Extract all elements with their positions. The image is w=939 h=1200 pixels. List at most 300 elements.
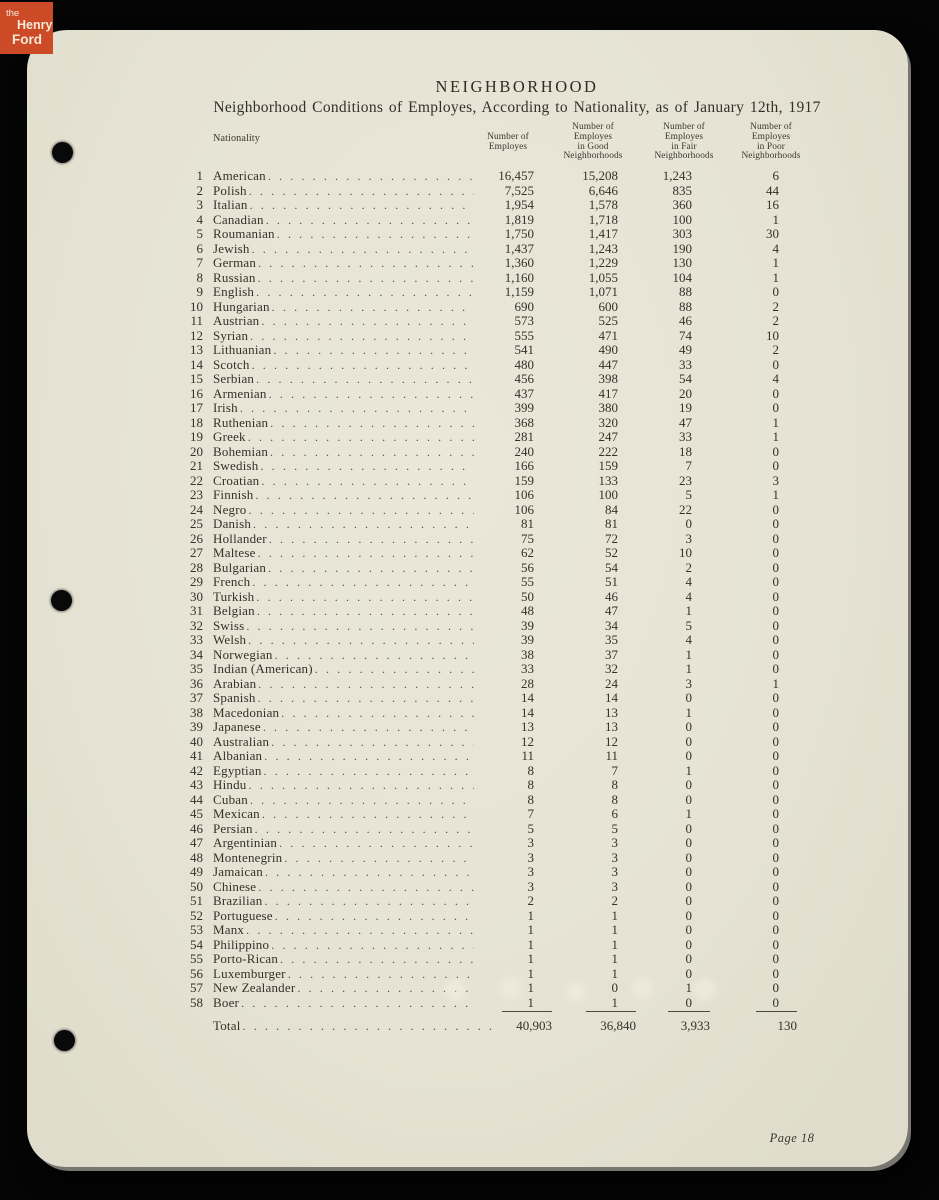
nationality-name: Manx xyxy=(213,922,245,937)
poor-neighborhood-count: 10 xyxy=(766,327,779,343)
good-neighborhood-count: 8 xyxy=(611,791,618,807)
nationality-name: Luxemburger xyxy=(213,965,286,981)
page-subtitle: Neighborhood Conditions of Employes, According to Nationality, as of January 12th, 1917 xyxy=(213,99,821,116)
employes-count: 1,954 xyxy=(504,197,534,212)
table-row xyxy=(177,459,797,474)
employes-count: 106 xyxy=(514,487,534,502)
fair-neighborhood-count: 74 xyxy=(679,327,692,343)
nationality-name: Bohemian xyxy=(213,443,269,459)
dot-leader xyxy=(264,213,474,228)
dot-leader xyxy=(271,343,474,358)
good-neighborhood-count: 7 xyxy=(611,762,618,778)
good-neighborhood-count: 133 xyxy=(598,472,618,488)
employes-count: 11 xyxy=(521,748,534,763)
row-number: 41 xyxy=(190,748,203,763)
row-number: 29 xyxy=(190,574,203,589)
employes-count: 281 xyxy=(514,429,534,444)
nationality-name: Hollander xyxy=(213,530,267,546)
row-number: 16 xyxy=(190,385,203,401)
fair-neighborhood-count: 0 xyxy=(685,951,692,966)
good-neighborhood-count: 46 xyxy=(605,588,618,604)
good-neighborhood-count: 417 xyxy=(598,385,618,401)
nationality-name: Norwegian xyxy=(213,646,273,662)
row-number: 52 xyxy=(190,907,203,923)
nationality-name: Croatian xyxy=(213,472,260,488)
table-row xyxy=(177,793,797,808)
poor-neighborhood-count: 2 xyxy=(772,313,779,328)
row-number: 44 xyxy=(190,791,203,807)
poor-neighborhood-count: 16 xyxy=(766,197,779,212)
row-number: 17 xyxy=(190,400,203,415)
dot-leader xyxy=(246,633,474,648)
fair-neighborhood-count: 360 xyxy=(672,197,692,212)
poor-neighborhood-count: 1 xyxy=(772,255,779,270)
poor-neighborhood-count: 1 xyxy=(772,269,779,285)
employes-count: 81 xyxy=(521,516,534,531)
poor-neighborhood-count: 0 xyxy=(772,936,779,952)
nationality-name: Arabian xyxy=(213,675,257,691)
fair-neighborhood-count: 104 xyxy=(672,269,692,285)
poor-neighborhood-count: 1 xyxy=(772,414,779,430)
logo-text-the: the xyxy=(6,8,20,19)
employes-count: 573 xyxy=(514,313,534,328)
row-number: 36 xyxy=(190,675,203,691)
poor-neighborhood-count: 2 xyxy=(772,342,779,357)
row-number: 19 xyxy=(190,429,203,444)
good-neighborhood-count: 8 xyxy=(611,777,618,792)
good-neighborhood-count: 2 xyxy=(611,893,618,908)
total-good: 36,840 xyxy=(600,1018,636,1033)
row-number: 30 xyxy=(190,588,203,604)
good-neighborhood-count: 11 xyxy=(605,748,618,763)
employes-count: 368 xyxy=(514,414,534,430)
poor-neighborhood-count: 0 xyxy=(772,661,779,676)
table-row xyxy=(177,938,797,953)
good-neighborhood-count: 35 xyxy=(605,632,618,647)
employes-count: 38 xyxy=(521,646,534,662)
nationality-name: Italian xyxy=(213,197,248,212)
good-neighborhood-count: 222 xyxy=(598,443,618,459)
table-row xyxy=(177,198,797,213)
table-row xyxy=(177,981,797,996)
nationality-name: Cuban xyxy=(213,791,248,807)
fair-neighborhood-count: 0 xyxy=(685,820,692,836)
fair-neighborhood-count: 0 xyxy=(685,864,692,879)
dot-leader xyxy=(266,169,474,184)
fair-neighborhood-count: 0 xyxy=(685,748,692,763)
dot-leader xyxy=(244,923,474,938)
row-number: 42 xyxy=(190,762,203,778)
dot-leader xyxy=(259,474,474,489)
table-row xyxy=(177,735,797,750)
good-neighborhood-count: 525 xyxy=(598,313,618,328)
col-header-fair-neighborhoods: Number of Employes in Fair Neighborhoods xyxy=(654,122,714,162)
poor-neighborhood-count: 0 xyxy=(772,530,779,546)
dot-leader xyxy=(248,329,474,344)
table-row xyxy=(177,329,797,344)
dot-leader xyxy=(246,430,474,445)
fair-neighborhood-count: 0 xyxy=(685,516,692,531)
employes-count: 399 xyxy=(514,400,534,415)
row-number: 28 xyxy=(190,559,203,575)
employes-count: 7,525 xyxy=(504,182,534,198)
table-row xyxy=(177,967,797,982)
row-number: 57 xyxy=(190,980,203,995)
fair-neighborhood-count: 0 xyxy=(685,835,692,850)
poor-neighborhood-count: 0 xyxy=(772,632,779,647)
row-number: 11 xyxy=(190,313,203,328)
table-row xyxy=(177,488,797,503)
dot-leader xyxy=(248,198,474,213)
nationality-name: Jewish xyxy=(213,240,250,256)
row-number: 6 xyxy=(196,240,203,256)
fair-neighborhood-count: 0 xyxy=(685,733,692,749)
poor-neighborhood-count: 0 xyxy=(772,458,779,473)
dot-leader xyxy=(254,285,474,300)
nationality-name: Scotch xyxy=(213,356,250,372)
table-row xyxy=(177,764,797,779)
poor-neighborhood-count: 0 xyxy=(772,385,779,401)
total-rules xyxy=(177,1011,815,1017)
nationality-name: Boer xyxy=(213,994,240,1010)
poor-neighborhood-count: 0 xyxy=(772,864,779,879)
nationality-name: Roumanian xyxy=(213,226,275,241)
employes-count: 3 xyxy=(527,878,534,894)
dot-leader xyxy=(286,967,474,982)
henry-ford-logo xyxy=(0,2,53,54)
employes-count: 3 xyxy=(527,864,534,879)
dot-leader xyxy=(247,778,475,793)
nationality-name: French xyxy=(213,574,251,589)
total-rule-employes xyxy=(502,1011,552,1012)
good-neighborhood-count: 6 xyxy=(611,806,618,821)
good-neighborhood-count: 1,718 xyxy=(588,211,618,227)
total-poor: 130 xyxy=(777,1018,797,1033)
nationality-name: Porto-Rican xyxy=(213,951,279,966)
table-row xyxy=(177,633,797,648)
good-neighborhood-count: 12 xyxy=(605,733,618,749)
dot-leader xyxy=(278,952,474,967)
nationality-name: New Zealander xyxy=(213,980,296,995)
fair-neighborhood-count: 4 xyxy=(685,574,692,589)
nationality-name: Mexican xyxy=(213,806,260,821)
row-number: 47 xyxy=(190,835,203,850)
good-neighborhood-count: 1 xyxy=(611,907,618,923)
table-row xyxy=(177,546,797,561)
dot-leader xyxy=(250,242,474,257)
total-rule-fair xyxy=(668,1011,710,1012)
dot-leader xyxy=(275,227,474,242)
row-number: 51 xyxy=(190,893,203,908)
good-neighborhood-count: 81 xyxy=(605,516,618,531)
fair-neighborhood-count: 18 xyxy=(679,443,692,459)
nationality-name: Philippino xyxy=(213,936,270,952)
nationality-name: Greek xyxy=(213,429,246,444)
poor-neighborhood-count: 1 xyxy=(772,487,779,502)
fair-neighborhood-count: 1 xyxy=(685,661,692,676)
table-row xyxy=(177,430,797,445)
table-row xyxy=(177,778,797,793)
nationality-name: Brazilian xyxy=(213,893,263,908)
poor-neighborhood-count: 0 xyxy=(772,719,779,734)
good-neighborhood-count: 1 xyxy=(611,922,618,937)
table-row xyxy=(177,880,797,895)
poor-neighborhood-count: 30 xyxy=(766,226,779,241)
table-body xyxy=(177,169,797,1010)
nationality-name: Ruthenian xyxy=(213,414,269,430)
row-number: 39 xyxy=(190,719,203,734)
poor-neighborhood-count: 1 xyxy=(772,675,779,691)
dot-leader xyxy=(256,677,474,692)
employes-count: 14 xyxy=(521,704,534,720)
row-number: 45 xyxy=(190,806,203,821)
nationality-name: Hindu xyxy=(213,777,247,792)
row-number: 23 xyxy=(190,487,203,502)
employes-count: 1 xyxy=(527,994,534,1010)
good-neighborhood-count: 34 xyxy=(605,617,618,633)
fair-neighborhood-count: 3 xyxy=(685,530,692,546)
table-row xyxy=(177,517,797,532)
employes-count: 437 xyxy=(514,385,534,401)
good-neighborhood-count: 3 xyxy=(611,849,618,865)
fair-neighborhood-count: 1 xyxy=(685,980,692,995)
row-number: 20 xyxy=(190,443,203,459)
employes-count: 8 xyxy=(527,791,534,807)
employes-count: 106 xyxy=(514,501,534,517)
good-neighborhood-count: 159 xyxy=(598,458,618,473)
poor-neighborhood-count: 0 xyxy=(772,806,779,821)
dot-leader xyxy=(250,358,474,373)
good-neighborhood-count: 72 xyxy=(605,530,618,546)
poor-neighborhood-count: 4 xyxy=(772,371,779,386)
dot-leader xyxy=(247,503,475,518)
fair-neighborhood-count: 0 xyxy=(685,878,692,894)
employes-count: 50 xyxy=(521,588,534,604)
table-row xyxy=(177,561,797,576)
fair-neighborhood-count: 0 xyxy=(685,907,692,923)
nationality-name: Montenegrin xyxy=(213,849,283,865)
table-row xyxy=(177,923,797,938)
employes-count: 1 xyxy=(527,951,534,966)
fair-neighborhood-count: 49 xyxy=(679,342,692,357)
good-neighborhood-count: 13 xyxy=(605,719,618,734)
poor-neighborhood-count: 0 xyxy=(772,646,779,662)
nationality-name: Polish xyxy=(213,182,247,198)
page-title: NEIGHBORHOOD xyxy=(435,77,599,96)
good-neighborhood-count: 3 xyxy=(611,878,618,894)
table-row xyxy=(177,836,797,851)
table-row xyxy=(177,996,797,1011)
fair-neighborhood-count: 88 xyxy=(679,284,692,299)
table-row xyxy=(177,604,797,619)
good-neighborhood-count: 14 xyxy=(605,690,618,705)
table-row xyxy=(177,575,797,590)
table-row xyxy=(177,358,797,373)
employes-count: 690 xyxy=(514,298,534,314)
fair-neighborhood-count: 0 xyxy=(685,791,692,807)
fair-neighborhood-count: 0 xyxy=(685,922,692,937)
row-number: 53 xyxy=(190,922,203,937)
good-neighborhood-count: 15,208 xyxy=(582,168,618,183)
nationality-name: Macedonian xyxy=(213,704,280,720)
table-row xyxy=(177,590,797,605)
fair-neighborhood-count: 0 xyxy=(685,690,692,705)
table-row xyxy=(177,720,797,735)
good-neighborhood-count: 24 xyxy=(605,675,618,691)
row-number: 7 xyxy=(196,255,203,270)
employes-count: 3 xyxy=(527,835,534,850)
employes-count: 28 xyxy=(521,675,534,691)
employes-count: 541 xyxy=(514,342,534,357)
document-page xyxy=(27,30,908,1167)
dot-leader xyxy=(313,662,474,677)
dot-leader xyxy=(256,271,474,286)
dot-leader xyxy=(267,532,474,547)
dot-leader xyxy=(244,619,474,634)
table-row xyxy=(177,416,797,431)
fair-neighborhood-count: 100 xyxy=(672,211,692,227)
poor-neighborhood-count: 0 xyxy=(772,443,779,459)
nationality-name: Portuguese xyxy=(213,907,273,923)
row-number: 2 xyxy=(196,182,203,198)
dot-leader xyxy=(269,735,474,750)
nationality-name: Turkish xyxy=(213,588,255,604)
poor-neighborhood-count: 0 xyxy=(772,704,779,720)
good-neighborhood-count: 490 xyxy=(598,342,618,357)
employes-count: 55 xyxy=(521,574,534,589)
poor-neighborhood-count: 3 xyxy=(772,472,779,488)
employes-count: 1 xyxy=(527,980,534,995)
employes-count: 1 xyxy=(527,936,534,952)
fair-neighborhood-count: 1,243 xyxy=(662,168,692,183)
good-neighborhood-count: 1,578 xyxy=(588,197,618,212)
table-row xyxy=(177,300,797,315)
employes-count: 2 xyxy=(527,893,534,908)
fair-neighborhood-count: 0 xyxy=(685,777,692,792)
fair-neighborhood-count: 54 xyxy=(679,371,692,386)
col-header-employes: Number of Employes xyxy=(487,132,529,152)
good-neighborhood-count: 1,417 xyxy=(588,226,618,241)
row-number: 27 xyxy=(190,545,203,560)
row-number: 15 xyxy=(190,371,203,386)
dot-leader xyxy=(266,561,474,576)
total-label: Total xyxy=(213,1018,241,1033)
total-row xyxy=(177,1019,815,1034)
employes-count: 8 xyxy=(527,777,534,792)
poor-neighborhood-count: 0 xyxy=(772,559,779,575)
table-row xyxy=(177,691,797,706)
punch-hole xyxy=(54,1030,75,1051)
good-neighborhood-count: 1 xyxy=(611,951,618,966)
fair-neighborhood-count: 1 xyxy=(685,646,692,662)
row-number: 21 xyxy=(190,458,203,473)
employes-count: 8 xyxy=(527,762,534,778)
fair-neighborhood-count: 19 xyxy=(679,400,692,415)
table-row xyxy=(177,706,797,721)
poor-neighborhood-count: 0 xyxy=(772,748,779,763)
good-neighborhood-count: 1,229 xyxy=(588,255,618,270)
poor-neighborhood-count: 2 xyxy=(772,298,779,314)
dot-leader xyxy=(273,648,474,663)
employes-count: 166 xyxy=(514,458,534,473)
table-row xyxy=(177,285,797,300)
punch-hole xyxy=(52,142,73,163)
poor-neighborhood-count: 0 xyxy=(772,951,779,966)
nationality-name: Lithuanian xyxy=(213,342,272,357)
table-row xyxy=(177,474,797,489)
employes-count: 240 xyxy=(514,443,534,459)
nationality-name: Irish xyxy=(213,400,238,415)
good-neighborhood-count: 84 xyxy=(605,501,618,517)
dot-leader xyxy=(247,184,474,199)
fair-neighborhood-count: 1 xyxy=(685,603,692,618)
punch-hole xyxy=(51,590,72,611)
table-row xyxy=(177,343,797,358)
row-number: 10 xyxy=(190,298,203,314)
fair-neighborhood-count: 2 xyxy=(685,559,692,575)
poor-neighborhood-count: 0 xyxy=(772,980,779,995)
dot-leader xyxy=(262,749,474,764)
employes-count: 1,437 xyxy=(504,240,534,256)
table-row xyxy=(177,503,797,518)
employes-count: 13 xyxy=(521,719,534,734)
dot-leader xyxy=(261,720,474,735)
table-header xyxy=(177,122,857,166)
nationality-name: Swiss xyxy=(213,617,245,633)
good-neighborhood-count: 1,071 xyxy=(588,284,618,299)
employes-count: 62 xyxy=(521,545,534,560)
dot-leader xyxy=(268,445,474,460)
good-neighborhood-count: 51 xyxy=(605,574,618,589)
table-row xyxy=(177,677,797,692)
row-number: 3 xyxy=(196,197,203,212)
fair-neighborhood-count: 835 xyxy=(672,182,692,198)
employes-count: 1,750 xyxy=(504,226,534,241)
row-number: 14 xyxy=(190,356,203,372)
row-number: 58 xyxy=(190,994,203,1010)
row-number: 50 xyxy=(190,878,203,894)
nationality-name: Austrian xyxy=(213,313,260,328)
dot-leader xyxy=(253,488,474,503)
employes-count: 16,457 xyxy=(498,168,534,183)
fair-neighborhood-count: 0 xyxy=(685,893,692,908)
fair-neighborhood-count: 88 xyxy=(679,298,692,314)
dot-leader xyxy=(273,909,474,924)
logo-text-ford: Ford xyxy=(12,32,42,47)
fair-neighborhood-count: 190 xyxy=(672,240,692,256)
poor-neighborhood-count: 0 xyxy=(772,835,779,850)
good-neighborhood-count: 447 xyxy=(598,356,618,372)
poor-neighborhood-count: 0 xyxy=(772,284,779,299)
dot-leader xyxy=(239,996,474,1011)
good-neighborhood-count: 1,243 xyxy=(588,240,618,256)
dot-leader xyxy=(282,851,474,866)
employes-count: 1,159 xyxy=(504,284,534,299)
good-neighborhood-count: 1 xyxy=(611,994,618,1010)
row-number: 37 xyxy=(190,690,203,705)
nationality-name: American xyxy=(213,168,266,183)
poor-neighborhood-count: 0 xyxy=(772,588,779,604)
dot-leader xyxy=(253,822,474,837)
employes-count: 33 xyxy=(521,661,534,676)
dot-leader xyxy=(250,575,474,590)
employes-count: 7 xyxy=(527,806,534,821)
good-neighborhood-count: 37 xyxy=(605,646,618,662)
table-row xyxy=(177,952,797,967)
poor-neighborhood-count: 0 xyxy=(772,994,779,1010)
dot-leader xyxy=(256,880,474,895)
nationality-name: Argentinian xyxy=(213,835,278,850)
